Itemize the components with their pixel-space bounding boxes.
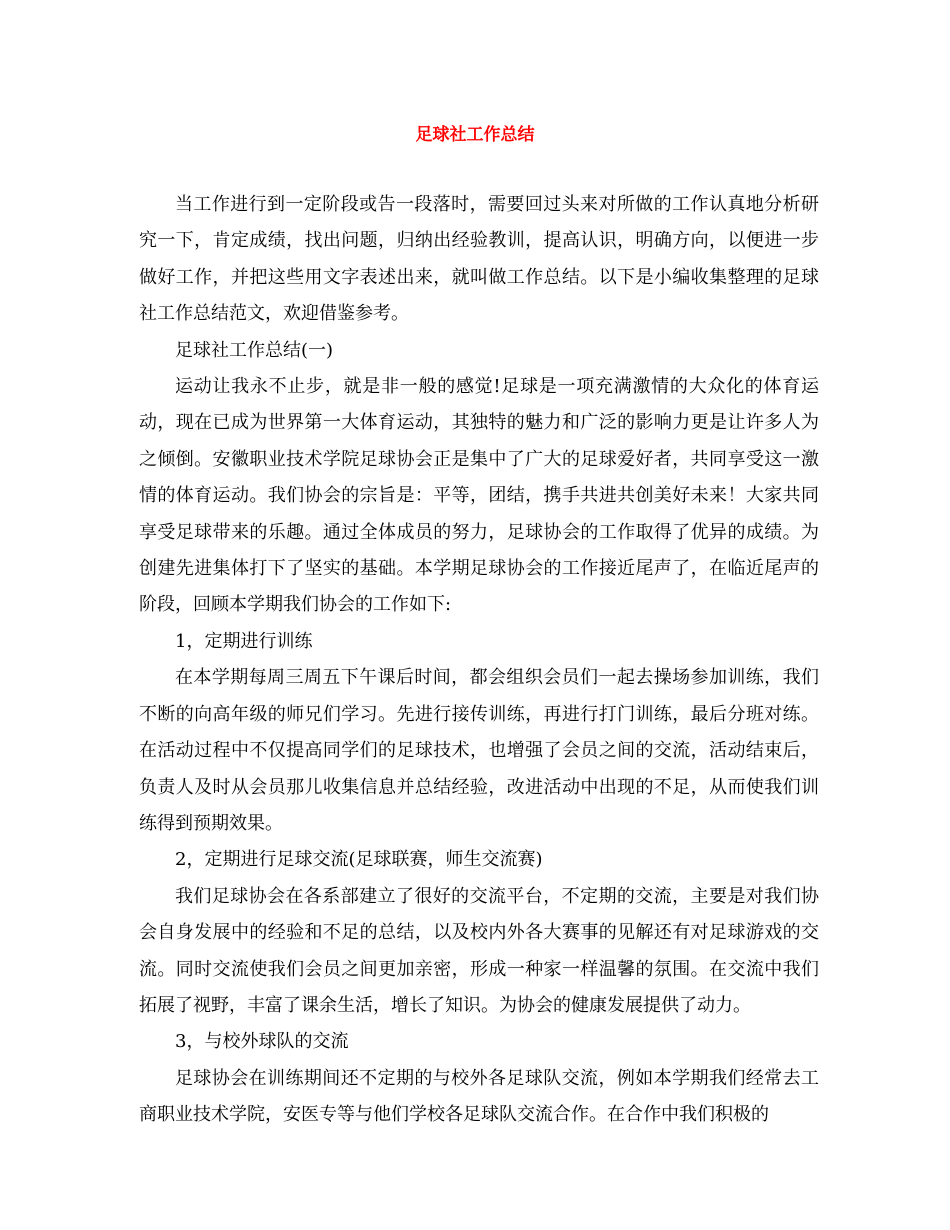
document-title: 足球社工作总结 (415, 125, 535, 145)
body-paragraph: 足球协会在训练期间还不定期的与校外各足球队交流，例如本学期我们经常去工商职业技术学院，安医专等与他们学校各足球队交流合作。在合作中我们积极的 (139, 1067, 819, 1126)
subsection-heading: 2，定期进行足球交流(足球联赛，师生交流赛) (175, 849, 543, 871)
intro-paragraph: 当工作进行到一定阶段或告一段落时，需要回过头来对所做的工作认真地分析研究一下，肯定成绩，找出问题，归纳出经验教训，提高认识，明确方向，以便进一步做好工作，并把这些用文字表述出来，就叫做工作总结。以下是小编收集整理的足球社工作总结范文，欢迎借鉴参考。 (139, 194, 819, 325)
section-heading: 足球社工作总结(一) (175, 339, 334, 361)
subsection-heading: 1，定期进行训练 (175, 630, 313, 652)
subsection-heading: 3，与校外球队的交流 (175, 1031, 349, 1053)
document-body (139, 187, 819, 1134)
body-paragraph: 在本学期每周三周五下午课后时间，都会组织会员们一起去操场参加训练，我们不断的向高年级的师兄们学习。先进行接传训练，再进行打门训练，最后分班对练。在活动过程中不仅提高同学们的足球技术，也增强了会员之间的交流，活动结束后，负责人及时从会员那儿收集信息并总结经验，改进活动中出现的不足，从而使我们训练得到预期效果。 (139, 667, 819, 834)
body-paragraph: 我们足球协会在各系部建立了很好的交流平台，不定期的交流，主要是对我们协会自身发展中的经验和不足的总结，以及校内外各大赛事的见解还有对足球游戏的交流。同时交流使我们会员之间更加亲密，形成一种家一样温馨的氛围。在交流中我们拓展了视野，丰富了课余生活，增长了知识。为协会的健康发展提供了动力。 (139, 885, 819, 1016)
body-paragraph: 运动让我永不止步，就是非一般的感觉!足球是一项充满激情的大众化的体育运动，现在已成为世界第一大体育运动，其独特的魅力和广泛的影响力更是让许多人为之倾倒。安徽职业技术学院足球协会正是集中了广大的足球爱好者，共同享受这一激情的体育运动。我们协会的宗旨是：平等，团结，携手共进共创美好未来！大家共同享受足球带来的乐趣。通过全体成员的努力，足球协会的工作取得了优异的成绩。为创建先进集体打下了坚实的基础。本学期足球协会的工作接近尾声了，在临近尾声的阶段，回顾本学期我们协会的工作如下: (139, 376, 819, 616)
